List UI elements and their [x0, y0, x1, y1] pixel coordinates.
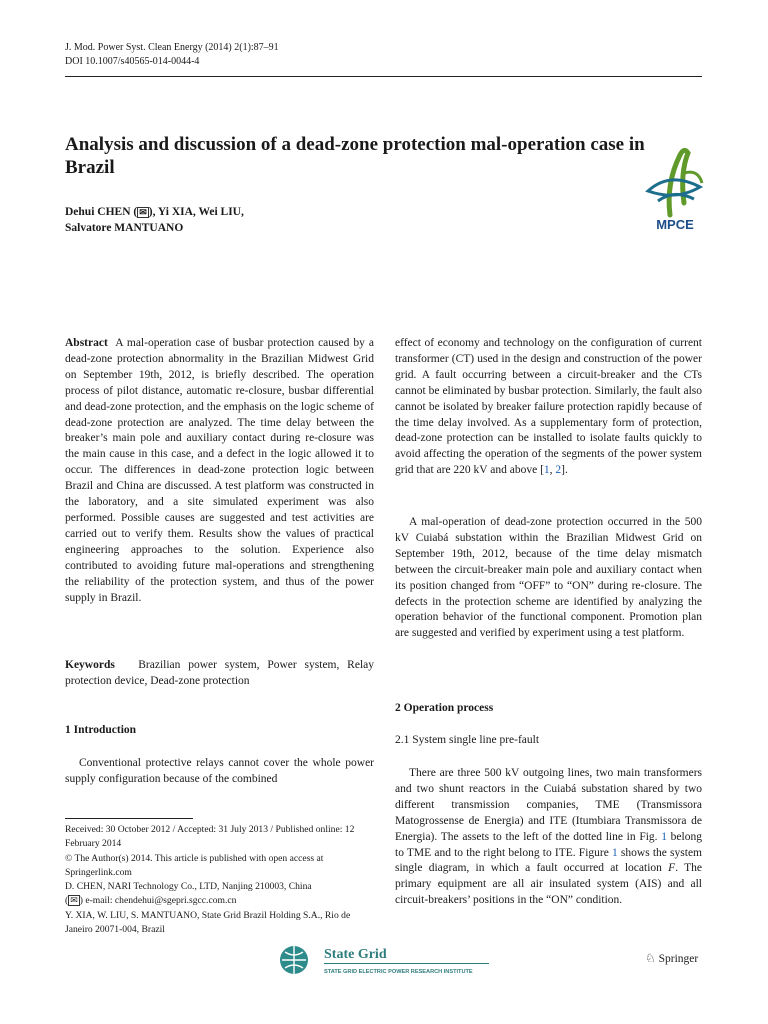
intro-text: Conventional protective relays cannot cover the whole power supply configuration because of the combined: [65, 757, 374, 785]
intro-continued: effect of economy and technology on the configuration of current transformer (CT) used in the design and construction of the power grid. A fault occurring between a circuit-breaker and the CTs cannot be eliminated by busbar protection. Similarly, the fault also cannot be isolated by breaker failure protection rapidly because of the time delay involved. As a supplementary form of protection, dead-zone protection can be installed to isolate faults quickly to avoid affecting the operation of the segments of the power system grid that are 220 kV and above [1, 2].: [395, 337, 702, 477]
journal-citation: J. Mod. Power Syst. Clean Energy (2014) 2(1):87–91: [65, 42, 279, 53]
footnote-rule: [65, 818, 193, 819]
abstract-label: Abstract: [65, 337, 108, 349]
figure-link[interactable]: 1: [612, 846, 618, 859]
section-2-1-text-b: belong to TME and to the right belong to ITE. Figure: [395, 830, 702, 859]
authors-part2: ), Yi XIA, Wei LIU,: [148, 206, 244, 218]
intro-paragraph-2-text: A mal-operation of dead-zone protection occurred in the 500 kV Cuiabá substation within the Brazilian Midwest Grid on September 19th, 2012, because of the time delay mismatch between the circuit-breaker main pole and auxiliary contact when its position changed from “OFF” to “ON” during re-closure. The defects in the protection scheme are identified by analyzing the operation behavior of the functional component. Promotion plan are suggested and verified by experiment using a test platform.: [395, 516, 702, 640]
doi: DOI 10.1007/s40565-014-0044-4: [65, 56, 200, 67]
section-2-1-paragraph: [395, 766, 702, 909]
intro-continued-end: ].: [561, 464, 568, 477]
intro-paragraph: [65, 756, 374, 788]
email-line: ( ✉ ) e-mail: chendehui@sgepri.sgcc.com.cn: [65, 895, 237, 907]
figure-link[interactable]: 1: [661, 830, 667, 843]
location-f: F: [668, 862, 676, 875]
affiliation-brazil: Y. XIA, W. LIU, S. MANTUANO, State Grid Brazil Holding S.A., Rio de Janeiro 20071-004, Brazil: [65, 909, 351, 936]
state-grid-logo: [278, 942, 493, 978]
footnotes: [65, 823, 374, 937]
keywords-label: Keywords: [65, 659, 115, 671]
email-text: ) e-mail: chendehui@sgepri.sgcc.com.cn: [79, 895, 237, 907]
citation-link[interactable]: 2: [555, 464, 562, 477]
envelope-icon: ✉: [70, 895, 78, 906]
section-heading-introduction: 1 Introduction: [65, 724, 137, 736]
section-2-1-text-d: . The primary equipment are all air insulated system (AIS) and all circuit-breakers’ positions in the “ON” condition.: [395, 862, 702, 907]
envelope-icon: ✉: [139, 207, 147, 217]
section-2-1-text-c: shows the system single diagram, in which a fault occurred at location: [395, 846, 702, 875]
section-heading-operation-process: 2 Operation process: [395, 702, 494, 714]
mpce-logo-icon: [640, 143, 710, 233]
authors-line2: Salvatore MANTUANO: [65, 222, 184, 234]
copyright: © The Author(s) 2014. This article is published with open access at Springerlink.com: [65, 852, 324, 878]
affiliation-chen: D. CHEN, NARI Technology Co., LTD, Nanjing 210003, China: [65, 881, 312, 893]
authors-part1: Dehui CHEN (: [65, 206, 138, 218]
citation-link[interactable]: 1: [543, 464, 550, 477]
abstract: [65, 336, 374, 606]
keywords-text: Brazilian power system, Power system, Relay protection device, Dead-zone protection: [65, 659, 374, 687]
abstract-text: A mal-operation case of busbar protection caused by a dead-zone protection abnormality in the Brazilian Midwest Grid on September 19th, 2012, is briefly described. The operation process of pilot distance, automatic re-closure, busbar differential and dead-zone protection, and the emphasis on the logic scheme of dead-zone protection are analyzed. The time delay between the breaker’s main pole and auxiliary contact during re-closure was the main cause in this case, and a defect in the logic allowed it to occur. The differences in dead-zone protection logic between Brazil and China are discussed. A test platform was constructed in the laboratory, and a site simulated experiment was also performed. Possible causes are suggested and test activities are carried out to verify them. Results show the values of practical engineering approaches to the solution. Experience also contributed to avoiding future mal-operations and strengthening the reliability of the protection system, and thus of the power supply in Brazil.: [65, 337, 374, 604]
springer-horse-icon: ♘: [645, 951, 656, 965]
springer-name: Springer: [658, 953, 699, 965]
intro-paragraph-2: [395, 515, 702, 642]
mpce-logo-label: MPCE: [656, 217, 694, 232]
section-2-1-text-a: There are three 500 kV outgoing lines, two main transformers and two shunt reactors in the Cuiabá substation shared by two different transmission companies, TME (Transmissora Matogrossense de Energia) and ITE (Itumbiara Transmissora de Energia). The assets to the left of the dotted line in Fig.: [395, 767, 702, 843]
state-grid-name: State Grid: [324, 947, 387, 962]
received-dates: Received: 30 October 2012 / Accepted: 31 July 2013 / Published online: 12 February 2014: [65, 824, 355, 850]
authors: [65, 204, 365, 236]
header-rule: [65, 76, 702, 77]
springer-logo: [645, 951, 698, 966]
subsection-heading: 2.1 System single line pre-fault: [395, 734, 540, 746]
paper-title: Analysis and discussion of a dead-zone protection mal-operation case in Brazil: [65, 134, 645, 178]
institute-name: STATE GRID ELECTRIC POWER RESEARCH INSTITUTE: [324, 969, 473, 975]
keywords: [65, 658, 374, 690]
intro-continued-text: effect of economy and technology on the configuration of current transformer (CT) used in the design and construction of the power grid. A fault occurring between a circuit-breaker and the CTs cannot be eliminated by busbar protection. Similarly, the fault also cannot be isolated by breaker failure protection rapidly because of the time delay involved. As a supplementary form of protection, dead-zone protection can be installed to isolate faults quickly to avoid affecting the operation of the segments of the power system grid that are 220 kV and above [: [395, 337, 702, 477]
